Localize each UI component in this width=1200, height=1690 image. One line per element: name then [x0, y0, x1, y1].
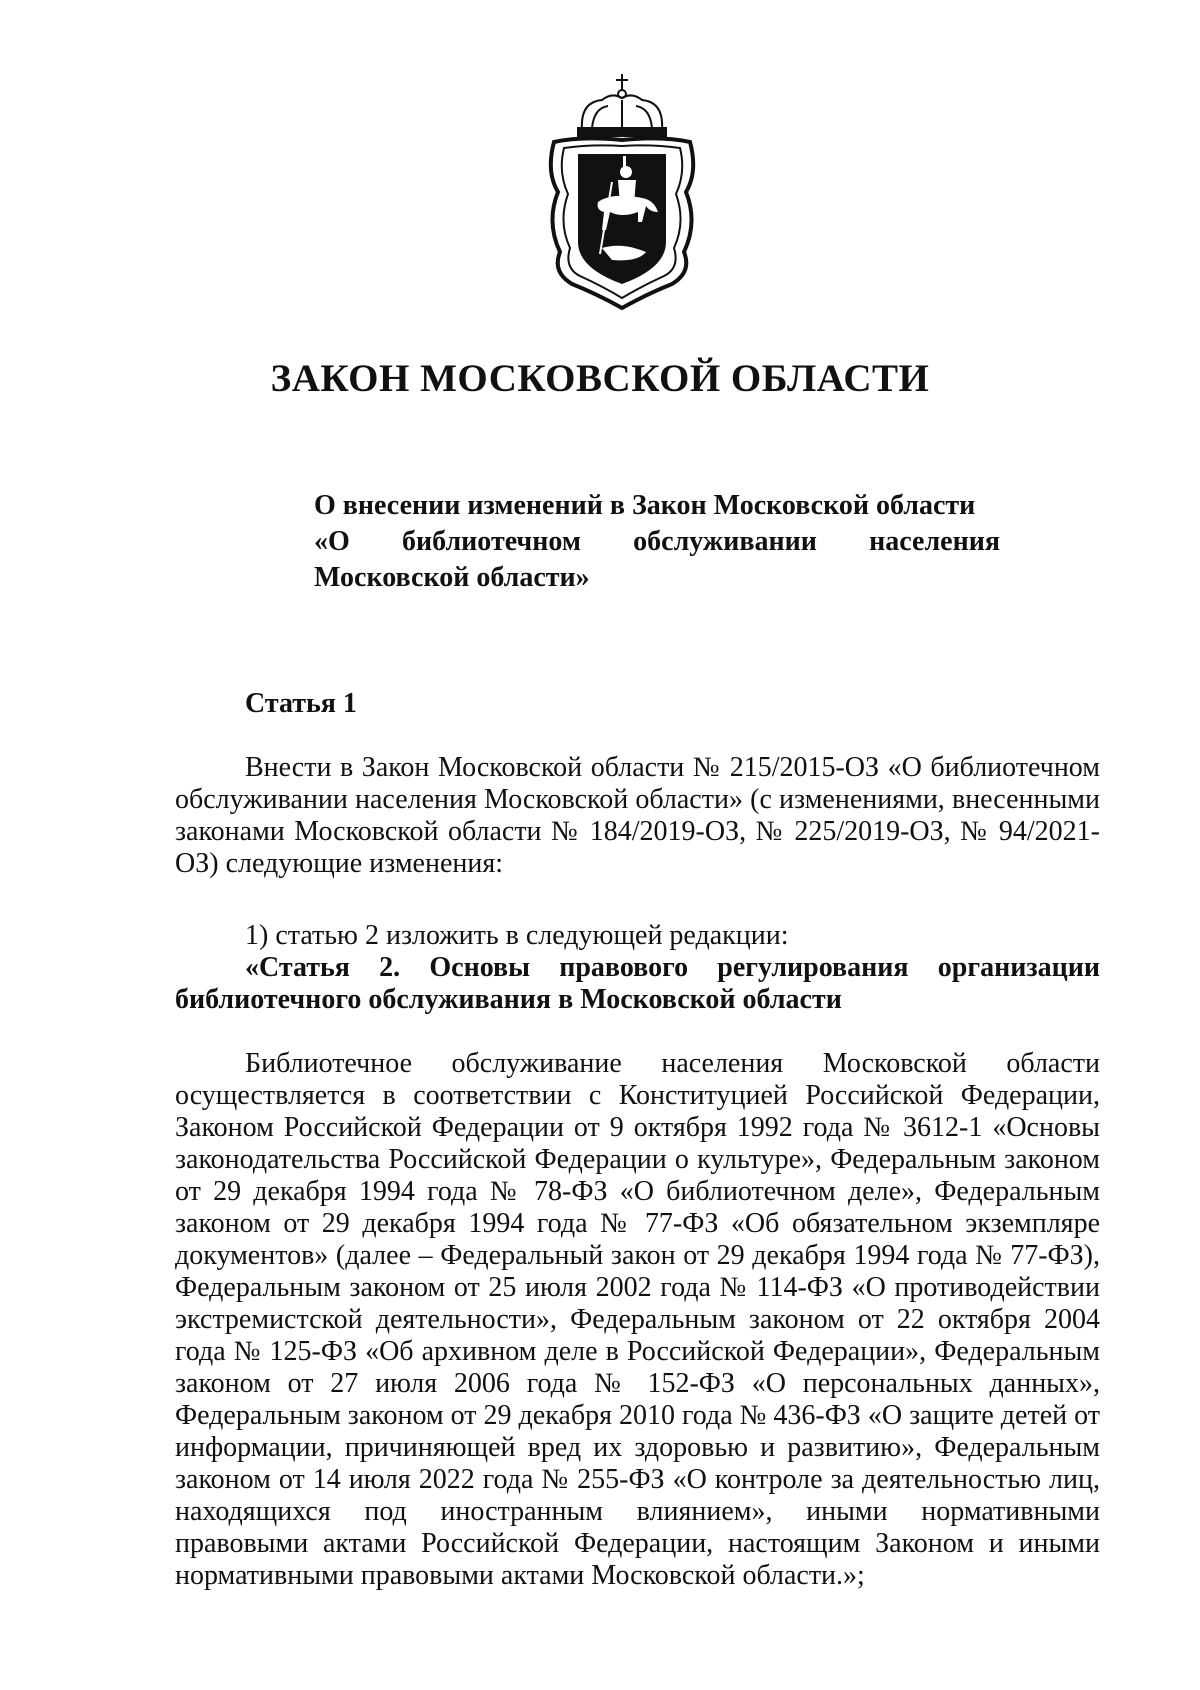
subtitle-line: «О библиотечном обслуживании населения [314, 526, 1000, 557]
coat-of-arms-icon [542, 72, 702, 312]
article-heading: Статья 1 [245, 688, 357, 719]
subtitle-line: О внесении изменений в Закон Московской области [314, 490, 976, 521]
document-subtitle [314, 488, 1000, 596]
subtitle-line: Московской области» [314, 562, 590, 593]
quoted-article-body [175, 1048, 1100, 1592]
amendment-item-text: 1) статью 2 изложить в следующей редакции: [245, 920, 789, 951]
main-paragraph: Библиотечное обслуживание населения Московской области осуществляется в соответствии с Конституцией Российской Федерации, Законом Российской Федерации от 9 октября 1992 года № 3612-1 «Основы законодательства Российской Федерации о культуре», Федеральным законом от 29 декабря 1994 года № 78-ФЗ «О библиотечном деле», Федеральным законом от 29 декабря 1994 года № 77-ФЗ «Об обязательном экземпляре документов» (далее – Федеральный закон от 29 декабря 1994 года № 77-ФЗ), Федеральным законом от 25 июля 2002 года № 114-ФЗ «О противодействии экстремистской деятельности», Федеральным законом от 22 октября 2004 года № 125-ФЗ «Об архивном деле в Российской Федерации», Федеральным законом от 27 июля 2006 года № 152-ФЗ «О персональных данных», Федеральным законом от 29 декабря 2010 года № 436-ФЗ «О защите детей от информации, причиняющей вред их здоровью и развитию», Федеральным законом от 14 июля 2022 года № 255-ФЗ «О контроле за деятельностью лиц, находящихся под иностранным влиянием», иными нормативными правовыми актами Российской Федерации, настоящим Законом и иными нормативными правовыми актами Московской области.»; [175, 1048, 1100, 1591]
quoted-article-heading: «Статья 2. Основы правового регулирования организации библиотечного обслуживания в Московской области [175, 952, 1100, 1015]
document-title: ЗАКОН МОСКОВСКОЙ ОБЛАСТИ [270, 357, 930, 400]
amendment-item [175, 920, 1100, 1016]
intro-paragraph: Внести в Закон Московской области № 215/2015-ОЗ «О библиотечном обслуживании населения Московской области» (с изменениями, внесенными законами Московской области № 184/2019-ОЗ, № 225/2019-ОЗ, № 94/2021-ОЗ) следующие изменения: [175, 752, 1100, 879]
article-body [175, 752, 1100, 880]
